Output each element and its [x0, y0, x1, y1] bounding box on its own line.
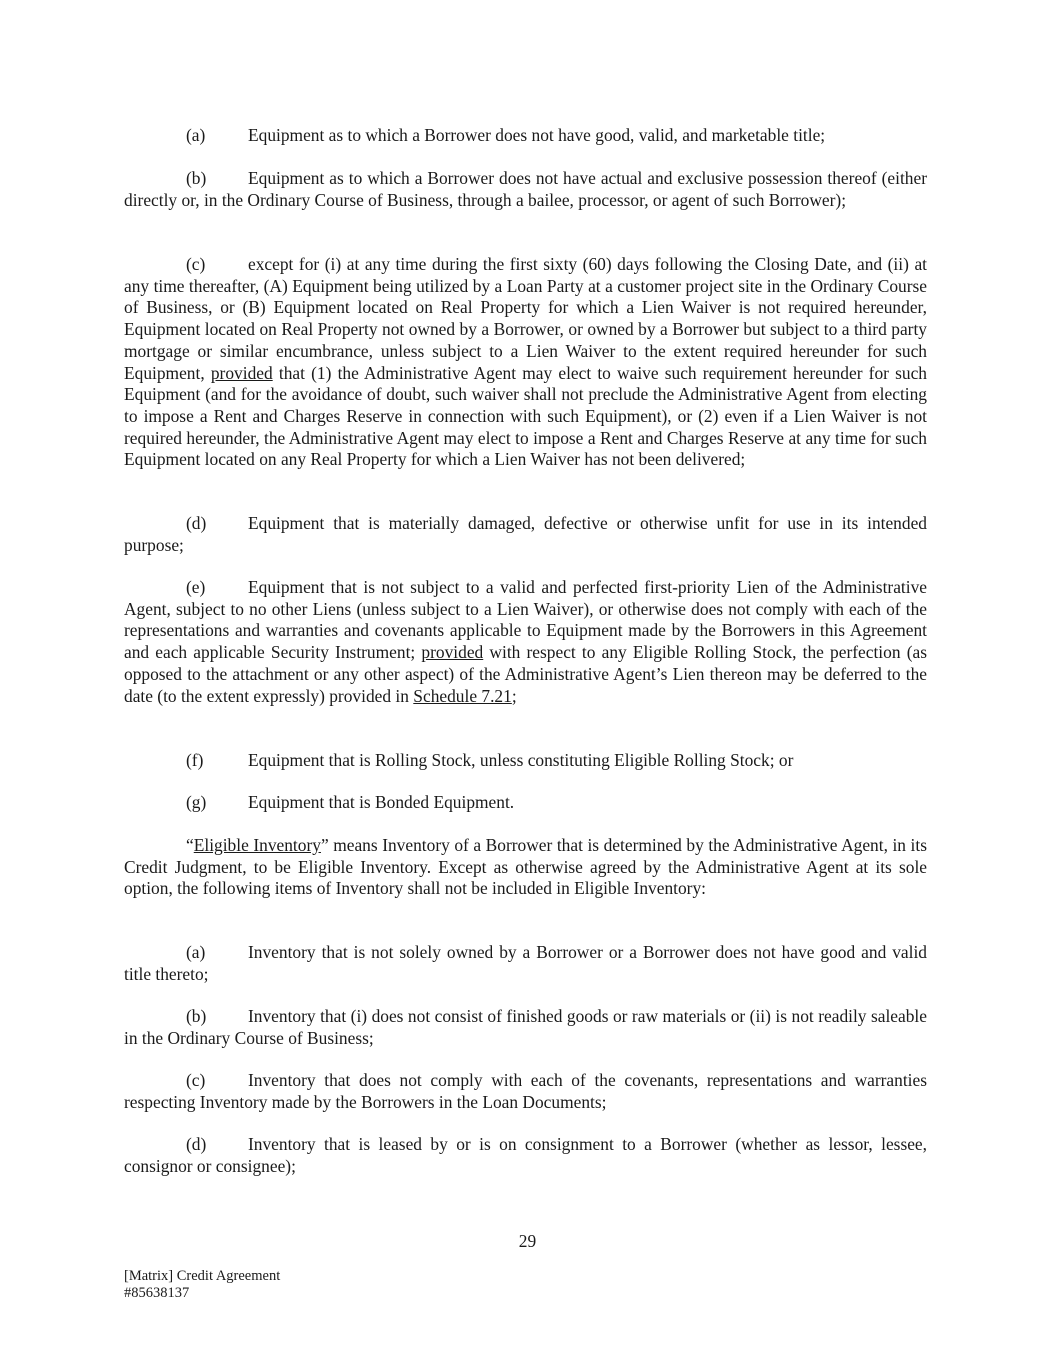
item-text: Equipment that is Bonded Equipment.: [248, 792, 515, 812]
definition-text: ” means Inventory of a Borrower that is determined by the Administrative Agent, in its Credit Judgment, to be Eligible Inventory. Except as otherwise agreed by the Administrative Agent at its sole option, the following items of Inventory shall not be included in Eligible Inventory:: [124, 835, 927, 899]
item-label: (a): [186, 125, 206, 145]
item-text: Inventory that is not solely owned by a Borrower or a Borrower does not have good and valid title thereto;: [124, 942, 927, 984]
item-label: (b): [186, 168, 207, 188]
item-label: (f): [186, 750, 204, 770]
item-text-continued: that (1) the Administrative Agent may elect to waive such requirement hereunder for such Equipment (and for the avoidance of doubt, such waiver shall not preclude the Administrative Agent from electing to impose a Rent and Charges Reserve in connection with such Equipment), or (2) even if a Lien Waiver is not required hereunder, the Administrative Agent may elect to impose a Rent and Charges Reserve at any time for such Equipment located on any Real Property for which a Lien Waiver has not been delivered;: [124, 362, 928, 470]
item-label: (c): [186, 254, 206, 274]
equipment-item-c: [124, 254, 927, 471]
item-text: Equipment that is not subject to a valid and perfected first-priority Lien of the Administrative Agent, subject to no other Liens (unless subject to a Lien Waiver), or otherwise does not comply with each of the representations and warranties and covenants applicable to Equipment made by the Borrowers in this Agreement and each applicable Security Instrument;: [124, 577, 927, 663]
equipment-item-g: [124, 792, 927, 814]
equipment-item-b: [124, 168, 927, 211]
footer-document-id: #85638137: [124, 1285, 190, 1301]
provided-term: provided: [421, 642, 484, 663]
footer-title: [Matrix] Credit Agreement: [124, 1268, 281, 1284]
item-text: Equipment that is materially damaged, defective or otherwise unfit for use in its intended purpose;: [124, 513, 927, 555]
equipment-item-a: [124, 125, 927, 147]
item-label: (d): [186, 1134, 207, 1154]
item-text: Equipment that is Rolling Stock, unless constituting Eligible Rolling Stock; or: [248, 750, 794, 770]
item-text: Equipment as to which a Borrower does not have good, valid, and marketable title;: [248, 125, 826, 145]
equipment-item-f: [124, 750, 927, 772]
item-label: (b): [186, 1006, 207, 1026]
item-text: Equipment as to which a Borrower does not have actual and exclusive possession thereof (either directly or, in the Ordinary Course of Business, through a bailee, processor, or agent of such Borrower);: [124, 168, 927, 210]
page-number: 29: [518, 1231, 537, 1251]
equipment-item-e: [124, 577, 927, 707]
provided-term: provided: [210, 362, 273, 383]
inventory-item-b: [124, 1006, 927, 1049]
item-label: (g): [186, 792, 207, 812]
item-label: (e): [186, 577, 206, 597]
item-text: except for (i) at any time during the first sixty (60) days following the Closing Date, and (ii) at any time thereafter, (A) Equipment being utilized by a Loan Party at a customer project site in the Ordinary Course of Business, or (B) Equipment located on Real Property for which a Lien Waiver is not required hereunder, Equipment located on Real Property not owned by a Borrower, or owned by a Borrower but subject to a third party mortgage or similar encumbrance, unless subject to a Lien Waiver to the extent required hereunder for such Equipment,: [124, 254, 927, 383]
schedule-reference: Schedule 7.21: [413, 685, 512, 706]
inventory-item-c: [124, 1070, 927, 1113]
item-label: (c): [186, 1070, 206, 1090]
inventory-item-a: [124, 942, 927, 985]
item-label: (d): [186, 513, 207, 533]
item-end-punctuation: ;: [511, 685, 517, 706]
equipment-item-d: [124, 513, 927, 556]
eligible-inventory-definition: [124, 835, 927, 900]
defined-term: Eligible Inventory: [193, 835, 321, 855]
item-text: Inventory that does not comply with each of the covenants, representations and warranties respecting Inventory made by the Borrowers in the Loan Documents;: [124, 1070, 927, 1112]
item-label: (a): [186, 942, 206, 962]
open-quote: “: [186, 835, 194, 855]
item-text: Inventory that is leased by or is on consignment to a Borrower (whether as lessor, lessee, consignor or consignee);: [124, 1134, 927, 1176]
item-text-continued: with respect to any Eligible Rolling Stock, the perfection (as opposed to the attachment or any other aspect) of the Administrative Agent’s Lien thereon may be deferred to the date (to the extent expressly) provided in: [124, 642, 927, 706]
item-text: Inventory that (i) does not consist of finished goods or raw materials or (ii) is not readily saleable in the Ordinary Course of Business;: [124, 1006, 927, 1048]
inventory-item-d: [124, 1134, 927, 1177]
